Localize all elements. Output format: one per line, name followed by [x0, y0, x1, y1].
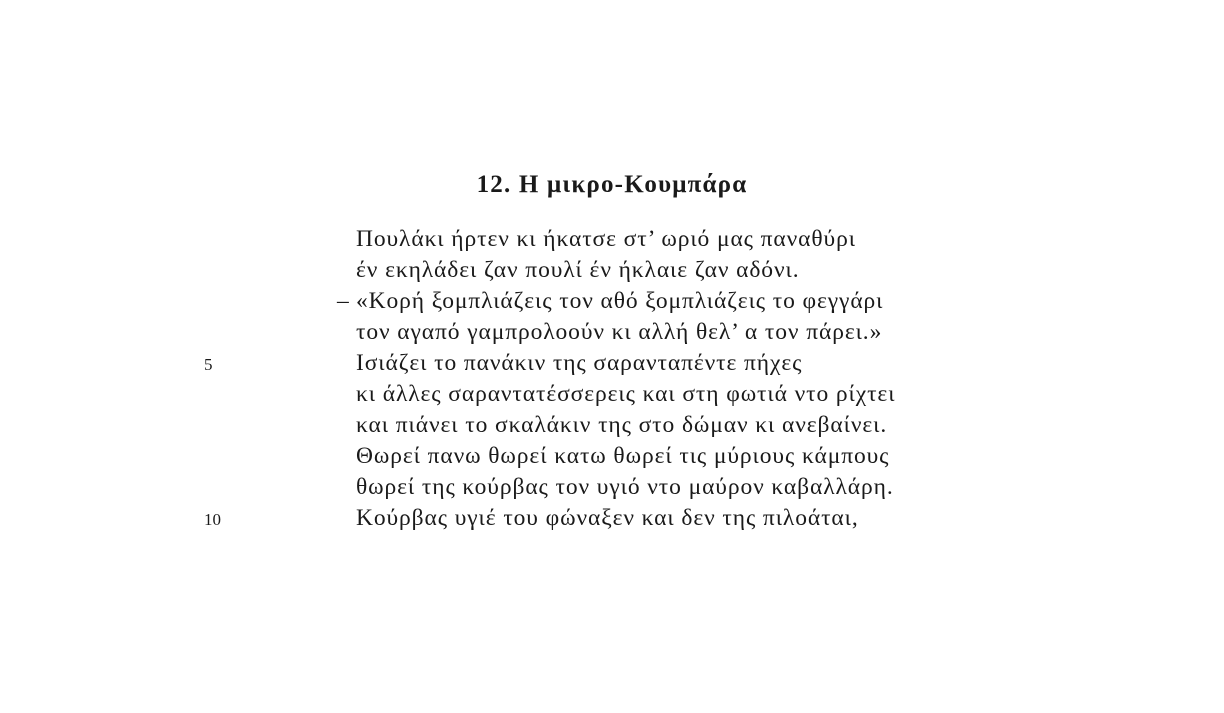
verse-line	[0, 410, 1224, 441]
verse-line	[0, 224, 1224, 255]
verse-line	[0, 317, 1224, 348]
verse-text: Ισιάζει το πανάκιν της σαρανταπέντε πήχες	[356, 350, 803, 376]
line-number: 10	[204, 510, 221, 529]
verse-line	[0, 503, 1224, 534]
poem-title	[0, 168, 1224, 202]
verse-text: έν εκηλάδει ζαν πουλί έν ήκλαιε ζαν αδόνι.	[356, 257, 800, 283]
line-number: 5	[204, 355, 213, 374]
verse-text: θωρεί της κούρβας τον υγιό ντο μαύρον καβαλλάρη.	[356, 474, 894, 500]
verse-text: Πουλάκι ήρτεν κι ήκατσε στ’ ωριό μας παναθύρι	[356, 226, 856, 252]
verse-line	[0, 348, 1224, 379]
verse-text: κι άλλες σαραντατέσσερεις και στη φωτιά ντο ρίχτει	[356, 381, 896, 407]
verse-text: Κούρβας υγιέ του φώναξεν και δεν της πιλοάται,	[356, 505, 859, 531]
verse-text: τον αγαπό γαμπρολοούν κι αλλή θελ’ α τον πάρει.»	[356, 319, 883, 345]
verse-line	[0, 379, 1224, 410]
poem-body	[0, 224, 1224, 534]
verse-text: Θωρεί πανω θωρεί κατω θωρεί τις μύριους κάμπους	[356, 443, 890, 469]
verse-text: «Κορή ξομπλιάζεις τον αθό ξομπλιάζεις το φεγγάρι	[356, 288, 884, 314]
verse-text: και πιάνει το σκαλάκιν της στο δώμαν κι ανεβαίνει.	[356, 412, 888, 438]
verse-line	[0, 472, 1224, 503]
verse-line	[0, 286, 1224, 317]
poem-title-text: 12. Η μικρο-Κουμπάρα	[476, 171, 748, 198]
dialogue-dash: –	[337, 288, 350, 314]
verse-line	[0, 255, 1224, 286]
verse-line	[0, 441, 1224, 472]
